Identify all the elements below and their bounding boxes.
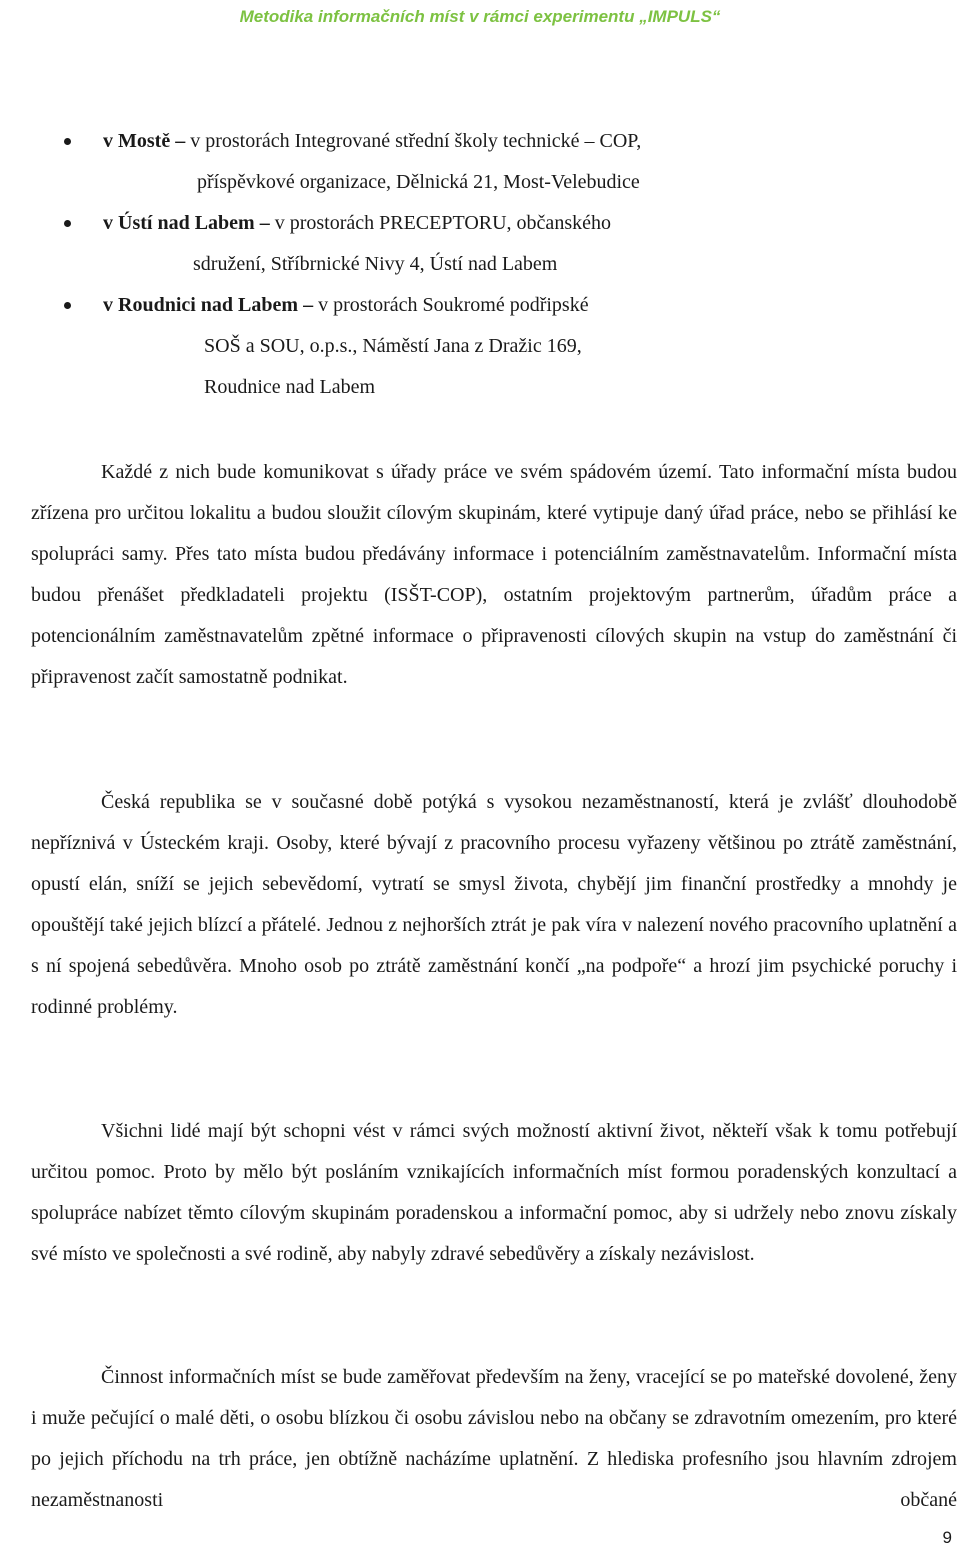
location-name: v Mostě	[103, 130, 171, 152]
paragraph-text: Každé z nich bude komunikovat s úřady práce ve svém spádovém území. Tato informační místa budou zřízena pro určitou lokalitu a budou sloužit cílovým skupinám, které vytipuje daný úřad práce, nebo se přihlásí ke spolupráci samy. Přes tato místa budou předávány informace i potenciálním zaměstnavatelům. Informační místa budou přenášet předkladateli projektu (ISŠT-COP), ostatním projektovým partnerům, úřadům práce a potencionálním zaměstnavatelům zpětné informace o připravenosti cílových skupin na vstup do zaměstnání či připravenost začít samostatně podnikat.	[31, 461, 957, 688]
location-text-cont: sdružení, Stříbrnické Nivy 4, Ústí nad Labem	[193, 253, 558, 275]
page-number: 9	[942, 1528, 952, 1547]
bullet-icon	[64, 302, 71, 309]
paragraph	[31, 1111, 957, 1275]
location-name: v Roudnici nad Labem	[103, 294, 299, 316]
list-item: v Roudnici nad Labem – v prostorách Soukromé podřipské SOŠ a SOU, o.p.s., Náměstí Jana z Dražic 169, Roudnice nad Labem	[0, 285, 960, 408]
paragraph-text: Všichni lidé mají být schopni vést v rámci svých možností aktivní život, někteří však k tomu potřebují určitou pomoc. Proto by mělo být posláním vznikajících informačních míst formou poradenských konzultací a spolupráce nabízet těmto cílovým skupinám poradenskou a informační pomoc, aby si udržely nebo znovu získaly své místo ve společnosti a své rodině, aby nabyly zdravé sebedůvěry a získaly nezávislost.	[31, 1120, 957, 1265]
paragraph	[31, 782, 957, 1028]
paragraph-text: Činnost informačních míst se bude zaměřovat především na ženy, vracející se po mateřské dovolené, ženy i muže pečující o malé děti, o osobu blízkou či osobu závislou nebo na občany se zdravotním omezením, pro které po jejich příchodu na trh práce, jen obtížně nacházíme uplatnění. Z hlediska profesního jsou hlavním zdrojem nezaměstnanosti občané	[31, 1366, 957, 1511]
paragraph	[31, 1357, 957, 1521]
list-item: v Ústí nad Labem – v prostorách PRECEPTORU, občanského sdružení, Stříbrnické Nivy 4, Ústí nad Labem	[0, 203, 960, 285]
location-list	[0, 121, 960, 408]
location-text: v prostorách Integrované střední školy technické – COP,	[190, 130, 642, 152]
list-item: v Mostě – v prostorách Integrované střední školy technické – COP, příspěvkové organizace, Dělnická 21, Most-Velebudice	[0, 121, 960, 203]
location-text: v prostorách PRECEPTORU, občanského	[274, 212, 611, 234]
bullet-icon	[64, 138, 71, 145]
paragraph-text: Česká republika se v současné době potýká s vysokou nezaměstnaností, která je zvlášť dlouhodobě nepříznivá v Ústeckém kraji. Osoby, které bývají z pracovního procesu vyřazeny většinou po ztrátě zaměstnání, opustí elán, sníží se jejich sebevědomí, vytratí se smysl života, chybějí jim finanční prostředky a mnohdy je opouštějí také jejich blízcí a přátelé. Jednou z nejhorších ztrát je pak víra v nalezení nového pracovního uplatnění a s ní spojená sebedůvěra. Mnoho osob po ztrátě zaměstnání končí „na podpoře“ a hrozí jim psychické poruchy i rodinné problémy.	[31, 791, 957, 1018]
location-text-cont: Roudnice nad Labem	[204, 376, 376, 398]
location-text-cont: příspěvkové organizace, Dělnická 21, Most-Velebudice	[197, 171, 640, 193]
location-name: v Ústí nad Labem	[103, 212, 255, 234]
header-title: Metodika informačních míst v rámci experimentu „IMPULS“	[239, 7, 721, 26]
running-header	[0, 0, 960, 34]
paragraph	[31, 452, 957, 698]
location-text: v prostorách Soukromé podřipské	[318, 294, 589, 316]
bullet-icon	[64, 220, 71, 227]
location-text-cont: SOŠ a SOU, o.p.s., Náměstí Jana z Dražic 169,	[204, 335, 582, 357]
